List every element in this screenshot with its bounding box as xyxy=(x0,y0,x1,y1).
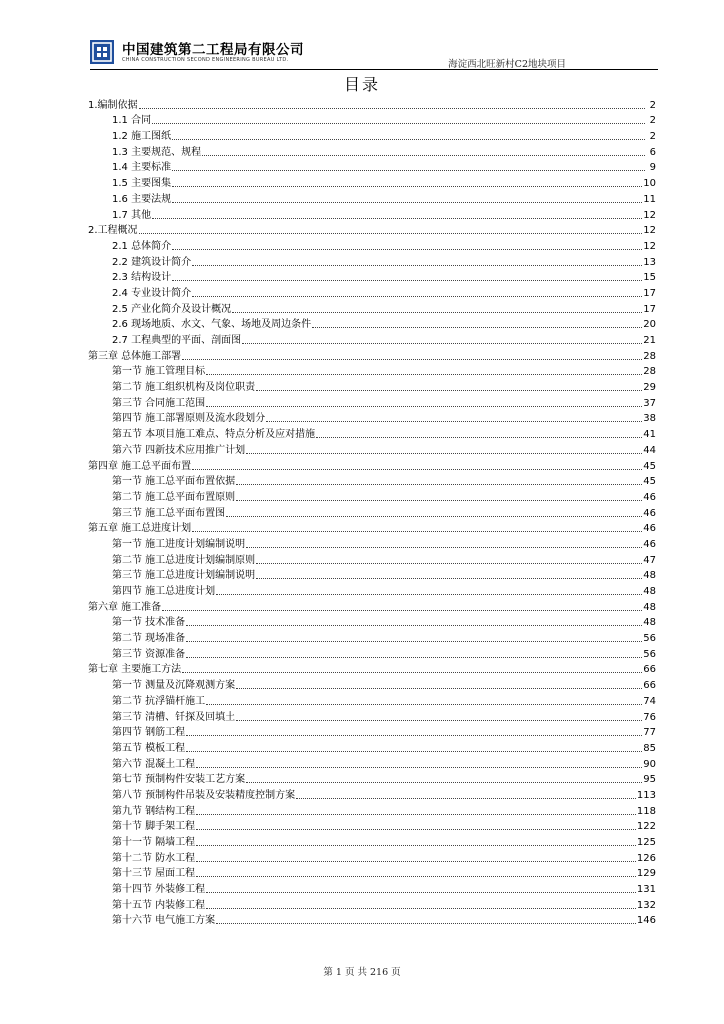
toc-entry[interactable] xyxy=(88,865,656,881)
toc-entry-page: 2 xyxy=(649,99,656,111)
toc-entry-page: 56 xyxy=(643,633,656,645)
toc-entry-page: 47 xyxy=(643,554,656,566)
toc-entry-page: 77 xyxy=(643,727,656,739)
toc-entry[interactable] xyxy=(88,300,656,316)
toc-entry[interactable] xyxy=(88,253,656,269)
toc-entry-label: 2.5 产业化简介及设计概况 xyxy=(112,303,232,315)
toc-entry-label: 第四节 施工部署原则及流水段划分 xyxy=(112,413,266,425)
dot-leader xyxy=(139,233,643,234)
dot-leader xyxy=(246,547,642,548)
toc-entry-page: 76 xyxy=(643,711,656,723)
dot-leader xyxy=(206,892,636,893)
toc-entry[interactable] xyxy=(88,739,656,755)
dot-leader xyxy=(186,735,642,736)
toc-entry[interactable] xyxy=(88,708,656,724)
toc-entry-label: 第十六节 电气施工方案 xyxy=(112,915,216,927)
toc-entry-label: 第一节 技术准备 xyxy=(112,617,186,629)
toc-entry[interactable] xyxy=(88,159,656,175)
dot-leader xyxy=(206,406,642,407)
toc-entry-label: 1.5 主要图集 xyxy=(112,178,172,190)
toc-entry-label: 第十五节 内装修工程 xyxy=(112,899,206,911)
toc-entry[interactable] xyxy=(88,504,656,520)
toc-entry[interactable] xyxy=(88,96,656,112)
toc-entry-label: 第三节 施工总平面布置图 xyxy=(112,507,226,519)
toc-entry-label: 2.1 总体简介 xyxy=(112,240,172,252)
toc-entry-page: 122 xyxy=(636,821,656,833)
toc-entry-label: 1.2 施工图纸 xyxy=(112,131,172,143)
toc-entry-label: 第九节 钢结构工程 xyxy=(112,805,196,817)
toc-entry-page: 2 xyxy=(649,115,656,127)
toc-entry-page: 48 xyxy=(643,601,656,613)
toc-entry[interactable] xyxy=(88,551,656,567)
toc-entry-page: 95 xyxy=(643,774,656,786)
toc-entry[interactable] xyxy=(88,880,656,896)
toc-entry-page: 12 xyxy=(643,209,656,221)
toc-entry-label: 第八节 预制构件吊装及安装精度控制方案 xyxy=(112,789,296,801)
toc-entry[interactable] xyxy=(88,786,656,802)
toc-entry[interactable] xyxy=(88,378,656,394)
dot-leader xyxy=(172,170,645,171)
dot-leader xyxy=(256,578,642,579)
toc-entry-page: 38 xyxy=(643,413,656,425)
toc-entry[interactable] xyxy=(88,661,656,677)
toc-entry[interactable] xyxy=(88,849,656,865)
toc-entry-label: 第三节 合同施工范围 xyxy=(112,397,206,409)
toc-entry[interactable] xyxy=(88,237,656,253)
toc-entry-page: 9 xyxy=(649,162,656,174)
dot-leader xyxy=(242,343,642,344)
dot-leader xyxy=(186,657,642,658)
dot-leader xyxy=(256,390,642,391)
toc-entry-label: 第三节 清槽、钎探及回填土 xyxy=(112,711,236,723)
toc-entry-label: 第三章 总体施工部署 xyxy=(88,350,182,362)
dot-leader xyxy=(196,767,642,768)
dot-leader xyxy=(192,296,642,297)
toc-entry-label: 第十四节 外装修工程 xyxy=(112,884,206,896)
dot-leader xyxy=(172,139,645,140)
dot-leader xyxy=(246,782,642,783)
toc-entry[interactable] xyxy=(88,347,656,363)
toc-entry-page: 28 xyxy=(643,366,656,378)
toc-entry[interactable] xyxy=(88,755,656,771)
dot-leader xyxy=(196,845,636,846)
dot-leader xyxy=(236,500,642,501)
toc-entry[interactable] xyxy=(88,598,656,614)
toc-entry-page: 46 xyxy=(643,507,656,519)
toc-entry[interactable] xyxy=(88,143,656,159)
toc-entry[interactable] xyxy=(88,833,656,849)
toc-entry-label: 第三节 资源准备 xyxy=(112,648,186,660)
page-title: 目录 xyxy=(343,75,380,94)
toc-entry[interactable] xyxy=(88,535,656,551)
toc-entry-label: 1.7 其他 xyxy=(112,209,152,221)
toc-entry-label: 第十二节 防水工程 xyxy=(112,852,196,864)
toc-entry-page: 2 xyxy=(649,131,656,143)
dot-leader xyxy=(206,374,642,375)
toc-entry-page: 129 xyxy=(636,868,656,880)
toc-entry-page: 146 xyxy=(636,915,656,927)
dot-leader xyxy=(236,688,642,689)
dot-leader xyxy=(196,861,636,862)
toc-entry-label: 2.6 现场地质、水文、气象、场地及周边条件 xyxy=(112,319,312,331)
toc-entry-label: 1.6 主要法规 xyxy=(112,193,172,205)
toc-entry-page: 45 xyxy=(643,460,656,472)
dot-leader xyxy=(162,610,642,611)
toc-entry-label: 第一节 施工管理目标 xyxy=(112,366,206,378)
toc-entry[interactable] xyxy=(88,190,656,206)
dot-leader xyxy=(202,155,645,156)
toc-entry[interactable] xyxy=(88,802,656,818)
toc-entry[interactable] xyxy=(88,410,656,426)
dot-leader xyxy=(246,453,642,454)
toc-entry-page: 46 xyxy=(643,491,656,503)
toc-entry-page: 131 xyxy=(636,884,656,896)
toc-entry-label: 第二节 施工总进度计划编制原则 xyxy=(112,554,256,566)
toc-entry[interactable] xyxy=(88,629,656,645)
toc-entry-label: 1.3 主要规范、规程 xyxy=(112,146,202,158)
toc-entry-page: 28 xyxy=(643,350,656,362)
toc-entry-label: 第一节 施工进度计划编制说明 xyxy=(112,538,246,550)
toc-entry-page: 44 xyxy=(643,444,656,456)
toc-entry-page: 17 xyxy=(643,287,656,299)
dot-leader xyxy=(192,469,642,470)
toc-entry-page: 66 xyxy=(643,680,656,692)
toc-entry-page: 12 xyxy=(643,225,656,237)
toc-entry-label: 2.7 工程典型的平面、剖面图 xyxy=(112,335,242,346)
toc-entry-label: 第二节 施工总平面布置原则 xyxy=(112,491,236,503)
toc-entry[interactable] xyxy=(88,457,656,473)
page-header xyxy=(90,36,658,70)
dot-leader xyxy=(206,704,642,705)
dot-leader xyxy=(226,516,642,517)
header-divider xyxy=(90,69,658,70)
page-number-footer: 第 1 页 共 216 页 xyxy=(323,967,401,978)
toc-entry[interactable] xyxy=(88,676,656,692)
toc-entry-page: 125 xyxy=(636,837,656,848)
dot-leader xyxy=(256,563,642,564)
company-name: 中国建筑第二工程局有限公司 xyxy=(122,42,304,58)
toc-entry-label: 2.3 结构设计 xyxy=(112,272,172,284)
toc-entry[interactable] xyxy=(88,174,656,190)
toc-entry-page: 6 xyxy=(649,146,656,158)
toc-entry[interactable] xyxy=(88,222,656,238)
toc-entry[interactable] xyxy=(88,284,656,300)
toc-entry-label: 2.4 专业设计简介 xyxy=(112,287,192,299)
dot-leader xyxy=(192,265,642,266)
toc-entry-page: 48 xyxy=(643,617,656,629)
toc-entry-label: 1.编制依据 xyxy=(88,99,138,111)
toc-entry[interactable] xyxy=(88,896,656,912)
toc-entry[interactable] xyxy=(88,724,656,740)
toc-entry[interactable] xyxy=(88,771,656,787)
dot-leader xyxy=(186,751,642,752)
toc-entry[interactable] xyxy=(88,520,656,536)
dot-leader xyxy=(172,280,642,281)
project-name: 海淀西北旺新村C2地块项目 xyxy=(448,59,566,70)
toc-entry-page: 20 xyxy=(643,319,656,331)
toc-entry-page: 113 xyxy=(636,789,656,801)
dot-leader xyxy=(216,923,636,924)
toc-entry-label: 第一节 施工总平面布置依据 xyxy=(112,476,236,488)
dot-leader xyxy=(182,672,642,673)
toc-entry-page: 41 xyxy=(643,429,656,441)
dot-leader xyxy=(312,327,642,328)
dot-leader xyxy=(316,437,642,438)
toc-entry-label: 第六章 施工准备 xyxy=(88,601,162,613)
toc-entry[interactable] xyxy=(88,818,656,834)
toc-entry[interactable] xyxy=(88,488,656,504)
toc-entry[interactable] xyxy=(88,567,656,583)
dot-leader xyxy=(172,202,642,203)
toc-entry-page: 132 xyxy=(636,899,656,911)
toc-entry[interactable] xyxy=(88,473,656,489)
toc-entry-page: 48 xyxy=(643,586,656,597)
toc-entry-page: 90 xyxy=(643,758,656,770)
toc-entry-label: 1.4 主要标准 xyxy=(112,162,172,174)
toc-entry-label: 第四章 施工总平面布置 xyxy=(88,460,192,472)
toc-entry[interactable] xyxy=(88,206,656,222)
toc-entry-label: 第六节 四新技术应用推广计划 xyxy=(112,444,246,456)
toc-entry-page: 126 xyxy=(636,852,656,864)
toc-entry-page: 45 xyxy=(643,476,656,488)
toc-entry[interactable] xyxy=(88,912,656,928)
dot-leader xyxy=(196,829,636,830)
toc-entry-label: 第五章 施工总进度计划 xyxy=(88,523,192,535)
dot-leader xyxy=(206,908,636,909)
toc-entry[interactable] xyxy=(88,394,656,410)
toc-entry-page: 15 xyxy=(643,272,656,284)
toc-entry-label: 第五节 模板工程 xyxy=(112,742,186,754)
toc-entry-label: 第三节 施工总进度计划编制说明 xyxy=(112,570,256,582)
toc-entry-page: 13 xyxy=(643,256,656,268)
toc-entry-label: 1.1 合同 xyxy=(112,115,152,127)
dot-leader xyxy=(196,814,636,815)
dot-leader xyxy=(236,720,642,721)
toc-entry[interactable] xyxy=(88,614,656,630)
toc-entry-label: 第十一节 隔墙工程 xyxy=(112,837,196,848)
dot-leader xyxy=(186,641,642,642)
toc-entry-label: 第十节 脚手架工程 xyxy=(112,821,196,833)
dot-leader xyxy=(232,312,642,313)
toc-entry-label: 第六节 混凝土工程 xyxy=(112,758,196,770)
toc-entry-label: 2.2 建筑设计简介 xyxy=(112,256,192,268)
dot-leader xyxy=(139,108,645,109)
company-logo-icon xyxy=(90,40,114,64)
toc-entry-page: 74 xyxy=(643,695,656,707)
toc-entry-label: 第二节 施工组织机构及岗位职责 xyxy=(112,382,256,394)
toc-entry-label: 第四节 施工总进度计划 xyxy=(112,586,216,597)
dot-leader xyxy=(152,123,645,124)
toc-entry[interactable] xyxy=(88,363,656,379)
toc-entry-label: 第二节 现场准备 xyxy=(112,633,186,645)
toc-entry-label: 第二节 抗浮锚杆施工 xyxy=(112,695,206,707)
dot-leader xyxy=(186,625,642,626)
toc-entry-label: 第四节 钢筋工程 xyxy=(112,727,186,739)
toc-entry-label: 第七章 主要施工方法 xyxy=(88,664,182,676)
toc-entry-page: 118 xyxy=(636,805,656,817)
toc-entry-page: 12 xyxy=(643,240,656,252)
toc-entry-page: 37 xyxy=(643,397,656,409)
dot-leader xyxy=(266,421,642,422)
toc-entry-page: 11 xyxy=(643,193,656,205)
toc-entry-label: 第十三节 屋面工程 xyxy=(112,868,196,880)
toc-entry-page: 48 xyxy=(643,570,656,582)
toc-entry-page: 29 xyxy=(643,382,656,394)
toc-entry-page: 66 xyxy=(643,664,656,676)
toc-entry[interactable] xyxy=(88,582,656,598)
toc-entry-label: 第一节 测量及沉降观测方案 xyxy=(112,680,236,692)
toc-entry-label: 第五节 本项目施工难点、特点分析及应对措施 xyxy=(112,429,316,441)
toc-entry-page: 85 xyxy=(643,742,656,754)
toc-entry[interactable] xyxy=(88,127,656,143)
toc-entry[interactable] xyxy=(88,645,656,661)
toc-entry-label: 第七节 预制构件安装工艺方案 xyxy=(112,774,246,786)
table-of-contents xyxy=(88,96,656,927)
toc-entry-page: 21 xyxy=(643,335,656,346)
toc-entry[interactable] xyxy=(88,316,656,332)
toc-entry[interactable] xyxy=(88,425,656,441)
toc-entry-page: 46 xyxy=(643,538,656,550)
toc-entry-page: 17 xyxy=(643,303,656,315)
dot-leader xyxy=(172,186,642,187)
toc-entry[interactable] xyxy=(88,692,656,708)
toc-entry-page: 10 xyxy=(643,178,656,190)
dot-leader xyxy=(216,594,642,595)
toc-entry[interactable] xyxy=(88,331,656,347)
toc-entry[interactable] xyxy=(88,112,656,128)
toc-entry-label: 2.工程概况 xyxy=(88,225,138,237)
toc-entry[interactable] xyxy=(88,269,656,285)
dot-leader xyxy=(296,798,636,799)
company-name-english: CHINA CONSTRUCTION SECOND ENGINEERING BUREAU LTD. xyxy=(122,57,289,63)
dot-leader xyxy=(152,218,642,219)
dot-leader xyxy=(182,359,642,360)
toc-entry-page: 56 xyxy=(643,648,656,660)
dot-leader xyxy=(196,876,636,877)
dot-leader xyxy=(236,484,642,485)
dot-leader xyxy=(172,249,642,250)
toc-entry[interactable] xyxy=(88,441,656,457)
dot-leader xyxy=(192,531,642,532)
toc-entry-page: 46 xyxy=(643,523,656,535)
